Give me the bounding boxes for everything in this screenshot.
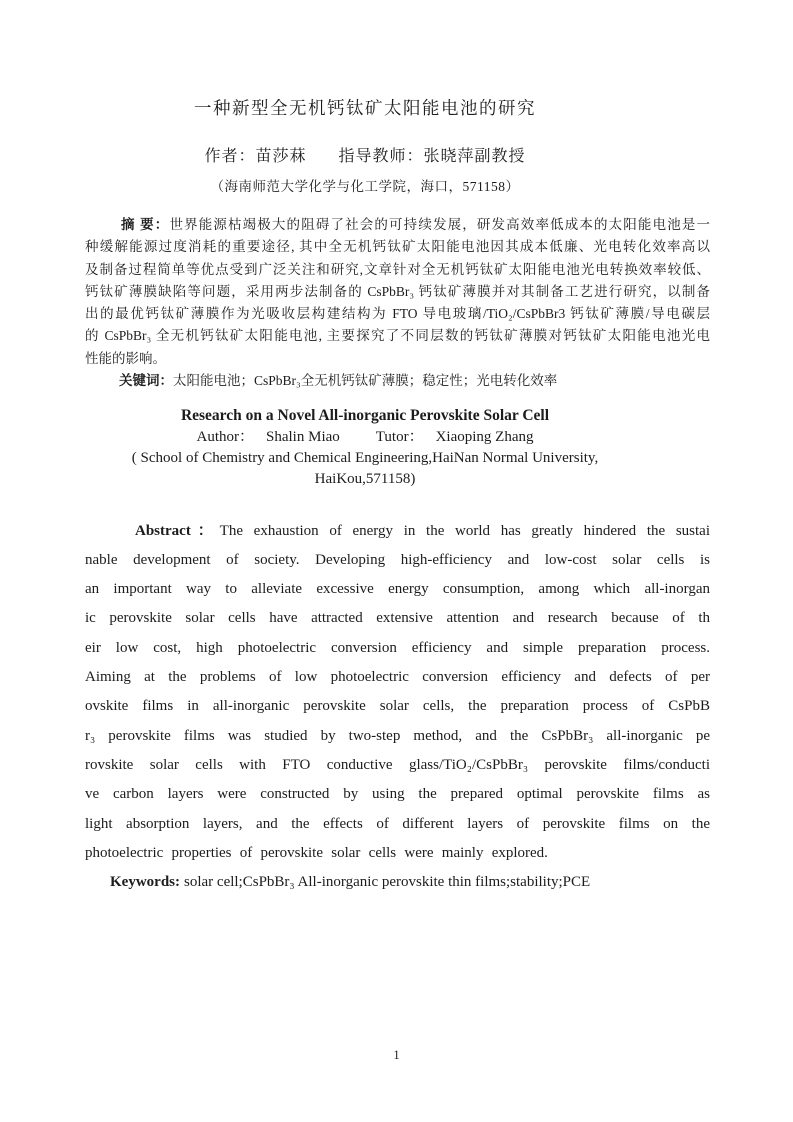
english-byline [85,427,645,448]
english-abstract-line: nable development of society. Developing high-efficiency and low-cost solar cells is [85,551,710,568]
english-abstract-line: ic perovskite solar cells have attracted extensive attention and research because of th [85,610,710,627]
chinese-abstract-line: 的 CsPbBr₃ 全无机钙钛矿太阳能电池, 主要探究了不同层数的钙钛矿薄膜对钙钛矿太阳能电池光电 [85,328,710,344]
chinese-abstract-line: 及制备过程简单等优点受到广泛关注和研究,文章针对全无机钙钛矿太阳能电池光电转换效率较低、 [85,261,710,277]
english-tutor-label: Tutor： [375,428,424,445]
english-abstract-line: photoelectric properties of perovskite solar cells were mainly explored. [85,844,548,861]
english-abstract-line: eir low cost, high photoelectric conversion efficiency and simple preparation process. [85,639,710,656]
chinese-abstract-line: 出的最优钙钛矿薄膜作为光吸收层构建结构为 FTO 导电玻璃/TiO₂/CsPbBr3 钙钛矿薄膜/导电碳层 [85,306,710,322]
english-keywords-line [85,868,710,897]
chinese-abstract-line: 钙钛矿薄膜缺陷等问题，采用两步法制备的 CsPbBr₃ 钙钛矿薄膜并对其制备工艺进行研究，以制备 [85,283,710,299]
chinese-affiliation: （海南师范大学化学与化工学院，海口，571158） [210,179,520,194]
english-abstract [85,517,710,898]
chinese-abstract [85,214,710,392]
english-affiliation-line1: ( School of Chemistry and Chemical Engineering,HaiNan Normal University, [131,449,599,466]
english-abstract-line: Aiming at the problems of low photoelectric conversion efficiency and defects of per [85,669,710,686]
chinese-author: 作者：苗莎菻 [204,148,307,165]
chinese-keywords-line [85,370,710,392]
english-abstract-text: The exhaustion of energy in the world has greatly hindered the sustai [219,522,710,539]
chinese-abstract-line: 性能的影响。 [85,350,166,366]
chinese-abstract-line: 种缓解能源过度消耗的重要途径, 其中全无机钙钛矿太阳能电池因其成本低廉、光电转化效率高以 [85,239,710,255]
english-abstract-line: rovskite solar cells with FTO conductive glass/TiO₂/CsPbBr₃ perovskite films/conducti [85,756,710,773]
english-abstract-line [85,517,710,546]
english-abstract-line: r₃ perovskite films was studied by two-step method, and the CsPbBr₃ all-inorganic pe [85,727,710,744]
chinese-heading-block [85,0,645,197]
english-affiliation-line2: HaiKou,571158) [314,471,416,488]
chinese-byline [85,145,645,168]
page-number: 1 [393,1048,400,1062]
chinese-abstract-label: 摘 要： [121,217,170,232]
chinese-tutor: 指导教师：张晓萍副教授 [338,148,526,165]
english-keywords-text: solar cell;CsPbBr₃ All-inorganic perovskite thin films;stability;PCE [184,874,591,891]
chinese-abstract-text: 世界能源枯竭极大的阻碍了社会的可持续发展，研发高效率低成本的太阳能电池是一 [169,217,710,232]
english-author-label: Author： [196,428,255,445]
chinese-abstract-line [85,214,710,236]
english-abstract-line: ve carbon layers were constructed by using the prepared optimal perovskite films as [85,786,710,803]
english-tutor-name: Xiaoping Zhang [435,428,534,445]
english-abstract-line: an important way to alleviate excessive energy consumption, among which all-inorgan [85,581,710,598]
english-heading-block [85,405,645,490]
english-author-name: Shalin Miao [266,428,340,445]
chinese-keywords-label: 关键词： [119,373,173,389]
chinese-keywords-text: 太阳能电池；CsPbBr₃全无机钙钛矿薄膜；稳定性；光电转化效率 [173,373,558,389]
english-abstract-line: ovskite films in all-inorganic perovskite solar cells, the preparation process of CsPbB [85,698,710,715]
english-abstract-line: light absorption layers, and the effects of different layers of perovskite films on the [85,815,710,832]
english-keywords-label: Keywords: [110,874,180,891]
chinese-title: 一种新型全无机钙钛矿太阳能电池的研究 [194,98,536,118]
english-abstract-label: Abstract： [135,522,220,539]
english-title: Research on a Novel All-inorganic Perovskite Solar Cell [180,407,550,425]
